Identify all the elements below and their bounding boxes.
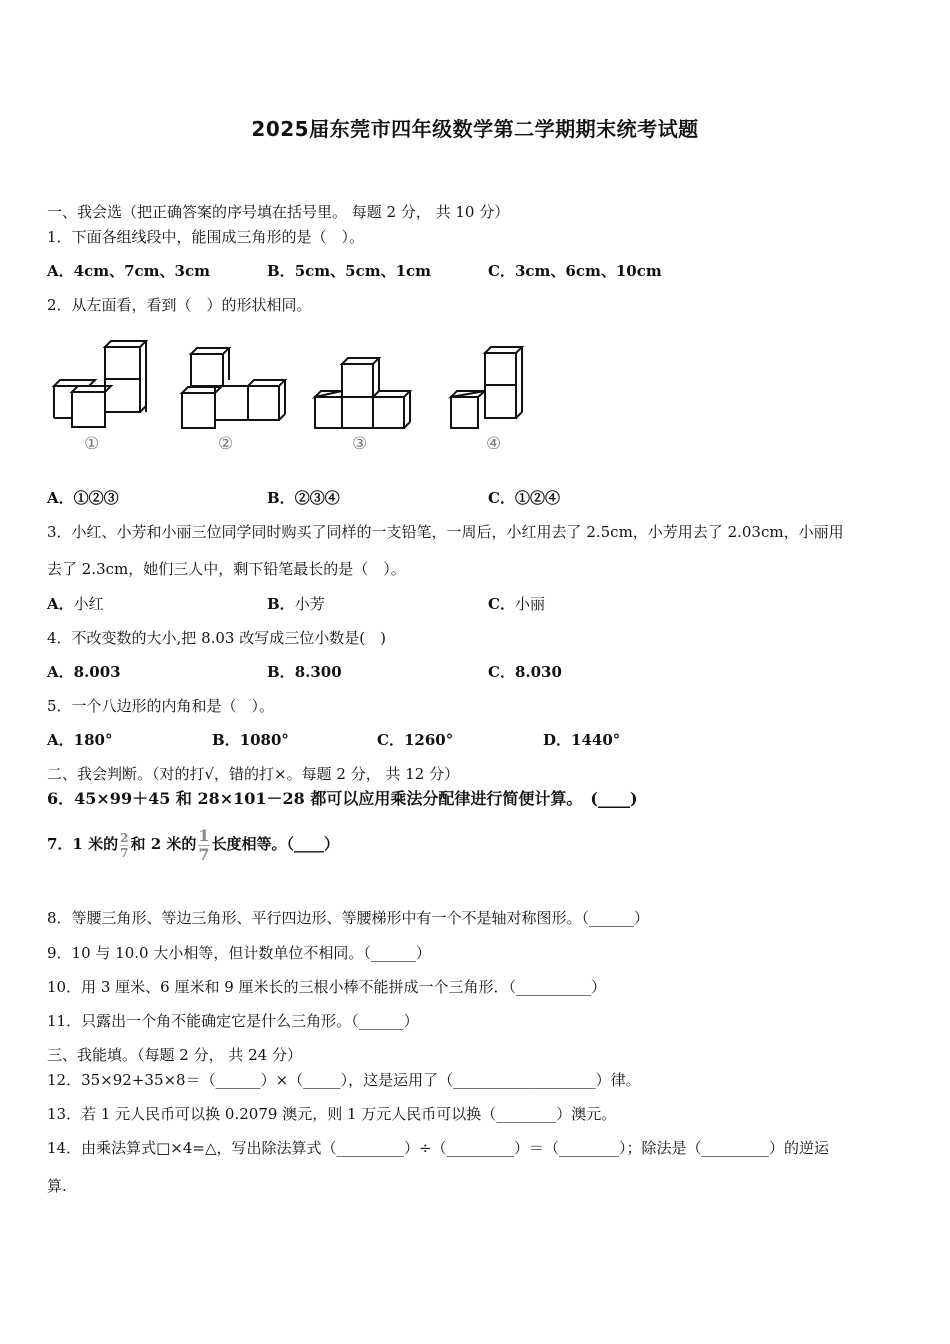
question-14-line1: 14．由乘法算式□×4=△，写出除法算式（_________）÷（_________）＝（________）；除法是（_________）的逆运 <box>47 1139 830 1157</box>
q1-option-c[interactable]: C．3cm、6cm、10cm <box>488 262 662 280</box>
question-14-line2: 算. <box>47 1177 67 1195</box>
question-3-line2: 去了 2.3cm，她们三人中，剩下铅笔最长的是（ ）。 <box>47 560 406 578</box>
question-12: 12．35×92+35×8＝（______）×（_____），这是运用了（___________________）律。 <box>47 1071 641 1089</box>
figure-4-cubes <box>451 347 522 428</box>
fraction-1-7: $\frac{1}{7}$ <box>198 825 210 864</box>
question-8: 8．等腰三角形、等边三角形、平行四边形、等腰梯形中有一个不是轴对称图形。（______） <box>47 909 650 927</box>
question-7: 7．1 米的 $\frac{2}{7}$ 和 2 米的 $\frac{1}{7}$ 长度相等。（____） <box>47 825 340 864</box>
question-13: 13．若 1 元人民币可以换 0.2079 澳元，则 1 万元人民币可以换（________）澳元。 <box>47 1105 617 1123</box>
q5-option-a[interactable]: A．180° <box>47 731 113 749</box>
question-5: 5．一个八边形的内角和是（ ）。 <box>47 697 275 715</box>
q1-option-a[interactable]: A．4cm、7cm、3cm <box>47 262 210 280</box>
q4-option-b[interactable]: B．8.300 <box>267 663 342 681</box>
page-title: 2025届东莞市四年级数学第二学期期末统考试题 <box>251 117 699 141</box>
question-1: 1．下面各组线段中，能围成三角形的是（ ）。 <box>47 228 365 246</box>
section1-header: 一、我会选（把正确答案的序号填在括号里。 每题 2 分， 共 10 分） <box>47 203 510 221</box>
q2-option-a[interactable]: A．①②③ <box>47 489 119 507</box>
q4-option-a[interactable]: A．8.003 <box>47 663 121 681</box>
q2-option-b[interactable]: B．②③④ <box>267 489 340 507</box>
q2-option-c[interactable]: C．①②④ <box>488 489 560 507</box>
q3-option-b[interactable]: B．小芳 <box>267 595 325 613</box>
question-6: 6．45×99＋45 和 28×101－28 都可以应用乘法分配律进行简便计算。 (____) <box>47 789 638 808</box>
question-4: 4．不改变数的大小,把 8.03 改写成三位小数是( ) <box>47 629 386 647</box>
q5-option-c[interactable]: C．1260° <box>377 731 454 749</box>
figure-1-cubes <box>54 341 146 427</box>
question-3-line1: 3．小红、小芳和小丽三位同学同时购买了同样的一支铅笔，一周后，小红用去了 2.5cm，小芳用去了 2.03cm，小丽用 <box>47 523 844 541</box>
figure-3-cubes <box>315 358 410 428</box>
q4-option-c[interactable]: C．8.030 <box>488 663 562 681</box>
section3-header: 三、我能填。（每题 2 分， 共 24 分） <box>47 1046 302 1064</box>
question-2: 2．从左面看，看到（ ）的形状相同。 <box>47 296 312 314</box>
q1-option-b[interactable]: B．5cm、5cm、1cm <box>267 262 432 280</box>
figure-2-cubes <box>182 348 285 428</box>
question-9: 9．10 与 10.0 大小相等，但计数单位不相同。（______） <box>47 944 431 962</box>
cube-figures <box>47 340 547 455</box>
question-11: 11．只露出一个角不能确定它是什么三角形。（______） <box>47 1012 419 1030</box>
figure-label-3: ③ <box>352 434 368 454</box>
question-10: 10．用 3 厘米、6 厘米和 9 厘米长的三根小棒不能拼成一个三角形．（__________） <box>47 978 607 996</box>
q5-option-d[interactable]: D．1440° <box>543 731 621 749</box>
fraction-2-7: $\frac{2}{7}$ <box>120 830 129 860</box>
figure-label-2: ② <box>218 434 234 454</box>
section2-header: 二、我会判断。（对的打√，错的打×。每题 2 分， 共 12 分） <box>47 765 460 783</box>
q3-option-c[interactable]: C．小丽 <box>488 595 545 613</box>
figure-label-4: ④ <box>486 434 502 454</box>
q3-option-a[interactable]: A．小红 <box>47 595 104 613</box>
figure-label-1: ① <box>84 434 100 454</box>
q5-option-b[interactable]: B．1080° <box>212 731 289 749</box>
